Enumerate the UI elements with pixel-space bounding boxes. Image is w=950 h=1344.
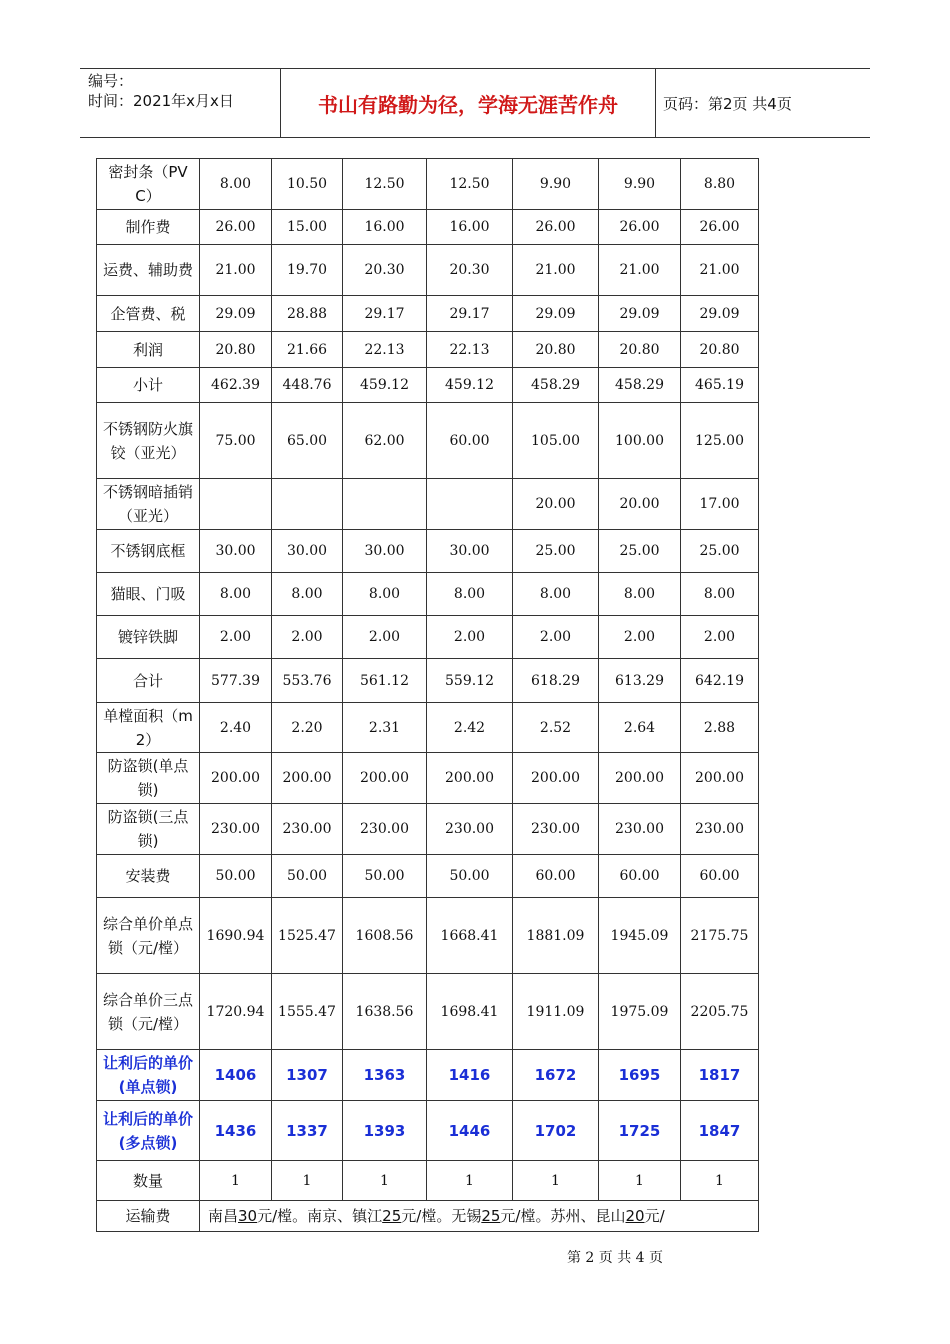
table-cell: 618.29: [513, 659, 599, 703]
row-label: 合计: [97, 659, 200, 703]
price-table: [96, 158, 759, 1232]
table-cell: 12.50: [427, 159, 513, 210]
table-row: [97, 159, 759, 210]
row-label: 综合单价三点锁（元/樘）: [97, 974, 200, 1050]
table-cell: 50.00: [200, 855, 272, 898]
row-label: 数量: [97, 1161, 200, 1201]
table-cell: 1975.09: [599, 974, 681, 1050]
table-cell: 1307: [272, 1050, 343, 1101]
transport-text: 南昌: [208, 1207, 239, 1225]
table-cell: 1393: [343, 1101, 427, 1161]
table-cell: 459.12: [427, 368, 513, 403]
table-cell: 458.29: [599, 368, 681, 403]
table-cell: 8.00: [427, 573, 513, 616]
table-cell: 2.52: [513, 703, 599, 753]
row-label: 运输费: [97, 1201, 200, 1232]
table-cell: 230.00: [272, 804, 343, 855]
table-cell: 1406: [200, 1050, 272, 1101]
table-cell: 20.80: [513, 332, 599, 368]
table-cell: 553.76: [272, 659, 343, 703]
table-cell: 60.00: [513, 855, 599, 898]
table-cell: 1: [681, 1161, 759, 1201]
table-cell: [200, 479, 272, 530]
table-cell: 1945.09: [599, 898, 681, 974]
header-info: [80, 69, 280, 137]
table-cell: 561.12: [343, 659, 427, 703]
transport-amount: 30: [238, 1207, 258, 1225]
transport-text: 元/樘。苏州、昆山: [500, 1207, 626, 1225]
table-cell: 100.00: [599, 403, 681, 479]
row-label: 猫眼、门吸: [97, 573, 200, 616]
table-cell: 21.66: [272, 332, 343, 368]
table-cell: 1702: [513, 1101, 599, 1161]
table-cell: 105.00: [513, 403, 599, 479]
table-cell: 2.64: [599, 703, 681, 753]
row-label: 不锈钢底框: [97, 530, 200, 573]
table-row: [97, 753, 759, 804]
table-cell: 8.00: [513, 573, 599, 616]
table-cell: 21.00: [681, 245, 759, 296]
table-row: [97, 1050, 759, 1101]
table-cell: 1446: [427, 1101, 513, 1161]
table-cell: 1638.56: [343, 974, 427, 1050]
table-cell: 20.00: [599, 479, 681, 530]
page-footer: 第 2 页 共 4 页: [566, 1250, 664, 1266]
table-cell: 2.88: [681, 703, 759, 753]
table-cell: 230.00: [200, 804, 272, 855]
table-cell: 200.00: [343, 753, 427, 804]
row-label: 让利后的单价(多点锁): [97, 1101, 200, 1161]
table-row: [97, 1161, 759, 1201]
table-cell: 9.90: [513, 159, 599, 210]
table-cell: 2.00: [681, 616, 759, 659]
table-cell: 60.00: [681, 855, 759, 898]
transport-note: [200, 1201, 759, 1232]
row-label: 利润: [97, 332, 200, 368]
table-row: [97, 332, 759, 368]
table-row: [97, 703, 759, 753]
table-cell: 1416: [427, 1050, 513, 1101]
table-cell: 1337: [272, 1101, 343, 1161]
table-row: [97, 1101, 759, 1161]
table-cell: 559.12: [427, 659, 513, 703]
table-cell: 2.31: [343, 703, 427, 753]
table-cell: 1: [200, 1161, 272, 1201]
table-cell: 1698.41: [427, 974, 513, 1050]
table-cell: 50.00: [272, 855, 343, 898]
table-cell: 2.20: [272, 703, 343, 753]
transport-amount: 25: [382, 1207, 402, 1225]
table-row: [97, 974, 759, 1050]
table-cell: 29.09: [599, 296, 681, 332]
table-cell: [343, 479, 427, 530]
table-row: [97, 804, 759, 855]
table-cell: 458.29: [513, 368, 599, 403]
table-cell: 9.90: [599, 159, 681, 210]
table-row: [97, 245, 759, 296]
table-cell: 200.00: [272, 753, 343, 804]
header-motto: 书山有路勤为径，学海无涯苦作舟: [280, 69, 656, 137]
table-cell: 16.00: [343, 210, 427, 245]
transport-row: [97, 1201, 759, 1232]
table-row: [97, 573, 759, 616]
table-cell: 1555.47: [272, 974, 343, 1050]
table-cell: 60.00: [427, 403, 513, 479]
table-cell: 2.00: [427, 616, 513, 659]
table-cell: 1690.94: [200, 898, 272, 974]
table-cell: 8.00: [681, 573, 759, 616]
transport-amount: 20: [625, 1207, 645, 1225]
table-cell: 2.40: [200, 703, 272, 753]
table-cell: 465.19: [681, 368, 759, 403]
table-cell: 29.09: [513, 296, 599, 332]
table-row: [97, 659, 759, 703]
table-cell: 1436: [200, 1101, 272, 1161]
table-cell: 29.17: [343, 296, 427, 332]
row-label: 制作费: [97, 210, 200, 245]
table-cell: 1817: [681, 1050, 759, 1101]
table-cell: 1: [427, 1161, 513, 1201]
table-cell: 50.00: [343, 855, 427, 898]
number-label: 编号：: [88, 72, 134, 90]
table-cell: 230.00: [343, 804, 427, 855]
table-cell: 1: [513, 1161, 599, 1201]
table-cell: 75.00: [200, 403, 272, 479]
transport-amount: 25: [481, 1207, 501, 1225]
table-cell: 15.00: [272, 210, 343, 245]
table-cell: 29.17: [427, 296, 513, 332]
table-cell: 22.13: [427, 332, 513, 368]
table-cell: 50.00: [427, 855, 513, 898]
table-cell: 22.13: [343, 332, 427, 368]
table-cell: 200.00: [200, 753, 272, 804]
table-cell: 8.00: [599, 573, 681, 616]
row-label: 运费、辅助费: [97, 245, 200, 296]
table-cell: 26.00: [681, 210, 759, 245]
table-cell: 62.00: [343, 403, 427, 479]
row-label: 密封条（PVC）: [97, 159, 200, 210]
table-cell: 613.29: [599, 659, 681, 703]
table-cell: 2205.75: [681, 974, 759, 1050]
table-cell: 200.00: [681, 753, 759, 804]
table-cell: 1: [343, 1161, 427, 1201]
table-cell: 8.80: [681, 159, 759, 210]
table-row: [97, 479, 759, 530]
table-cell: 200.00: [427, 753, 513, 804]
row-label: 镀锌铁脚: [97, 616, 200, 659]
table-cell: 2.00: [343, 616, 427, 659]
table-cell: 1695: [599, 1050, 681, 1101]
table-cell: 29.09: [681, 296, 759, 332]
table-cell: 8.00: [200, 159, 272, 210]
table-cell: 20.80: [681, 332, 759, 368]
table-cell: [427, 479, 513, 530]
row-label: 防盗锁(三点锁): [97, 804, 200, 855]
table-cell: 30.00: [272, 530, 343, 573]
transport-text: 元/樘。南京、镇江: [257, 1207, 383, 1225]
table-cell: 459.12: [343, 368, 427, 403]
table-cell: 30.00: [427, 530, 513, 573]
transport-text: 元/: [644, 1207, 665, 1225]
table-cell: 1911.09: [513, 974, 599, 1050]
table-cell: 8.00: [343, 573, 427, 616]
table-cell: 26.00: [200, 210, 272, 245]
table-row: [97, 530, 759, 573]
table-cell: 26.00: [513, 210, 599, 245]
table-cell: 65.00: [272, 403, 343, 479]
table-cell: 462.39: [200, 368, 272, 403]
table-cell: [272, 479, 343, 530]
table-cell: 1363: [343, 1050, 427, 1101]
table-cell: 230.00: [513, 804, 599, 855]
row-label: 小计: [97, 368, 200, 403]
table-cell: 30.00: [200, 530, 272, 573]
table-cell: 1725: [599, 1101, 681, 1161]
table-row: [97, 210, 759, 245]
table-cell: 8.00: [200, 573, 272, 616]
table-cell: 20.30: [427, 245, 513, 296]
table-cell: 2.42: [427, 703, 513, 753]
row-label: 防盗锁(单点锁): [97, 753, 200, 804]
table-cell: 17.00: [681, 479, 759, 530]
table-cell: 2.00: [272, 616, 343, 659]
table-cell: 21.00: [513, 245, 599, 296]
time-label: 时间：2021年x月x日: [88, 92, 234, 110]
table-cell: 230.00: [681, 804, 759, 855]
table-cell: 8.00: [272, 573, 343, 616]
table-cell: 29.09: [200, 296, 272, 332]
page-header: [80, 68, 870, 138]
table-cell: 60.00: [599, 855, 681, 898]
table-row: [97, 616, 759, 659]
table-row: [97, 368, 759, 403]
table-cell: 1: [272, 1161, 343, 1201]
table-cell: 28.88: [272, 296, 343, 332]
table-cell: 230.00: [427, 804, 513, 855]
transport-text: 元/樘。无锡: [401, 1207, 482, 1225]
table-cell: 1525.47: [272, 898, 343, 974]
table-cell: 21.00: [599, 245, 681, 296]
table-cell: 1720.94: [200, 974, 272, 1050]
table-cell: 25.00: [681, 530, 759, 573]
row-label: 安装费: [97, 855, 200, 898]
row-label: 不锈钢暗插销（亚光）: [97, 479, 200, 530]
table-row: [97, 403, 759, 479]
table-cell: 2175.75: [681, 898, 759, 974]
table-cell: 12.50: [343, 159, 427, 210]
table-cell: 26.00: [599, 210, 681, 245]
table-cell: 25.00: [513, 530, 599, 573]
table-cell: 25.00: [599, 530, 681, 573]
table-cell: 16.00: [427, 210, 513, 245]
table-row: [97, 855, 759, 898]
row-label: 不锈钢防火旗铰（亚光）: [97, 403, 200, 479]
table-cell: 20.00: [513, 479, 599, 530]
table-cell: 1881.09: [513, 898, 599, 974]
table-cell: 125.00: [681, 403, 759, 479]
table-cell: 21.00: [200, 245, 272, 296]
table-cell: 642.19: [681, 659, 759, 703]
table-row: [97, 898, 759, 974]
table-cell: 2.00: [513, 616, 599, 659]
table-cell: 1847: [681, 1101, 759, 1161]
table-cell: 1608.56: [343, 898, 427, 974]
table-cell: 10.50: [272, 159, 343, 210]
table-cell: 2.00: [599, 616, 681, 659]
table-cell: 1672: [513, 1050, 599, 1101]
table-cell: 30.00: [343, 530, 427, 573]
table-cell: 1668.41: [427, 898, 513, 974]
row-label: 综合单价单点锁（元/樘）: [97, 898, 200, 974]
row-label: 单樘面积（m2）: [97, 703, 200, 753]
table-cell: 230.00: [599, 804, 681, 855]
table-cell: 200.00: [513, 753, 599, 804]
table-cell: 20.80: [200, 332, 272, 368]
table-cell: 20.80: [599, 332, 681, 368]
header-page-number: 页码：第2页 共4页: [663, 94, 792, 113]
table-row: [97, 296, 759, 332]
table-cell: 1: [599, 1161, 681, 1201]
row-label: 让利后的单价(单点锁): [97, 1050, 200, 1101]
table-cell: 448.76: [272, 368, 343, 403]
table-cell: 2.00: [200, 616, 272, 659]
table-cell: 20.30: [343, 245, 427, 296]
table-cell: 200.00: [599, 753, 681, 804]
table-cell: 19.70: [272, 245, 343, 296]
table-cell: 577.39: [200, 659, 272, 703]
row-label: 企管费、税: [97, 296, 200, 332]
